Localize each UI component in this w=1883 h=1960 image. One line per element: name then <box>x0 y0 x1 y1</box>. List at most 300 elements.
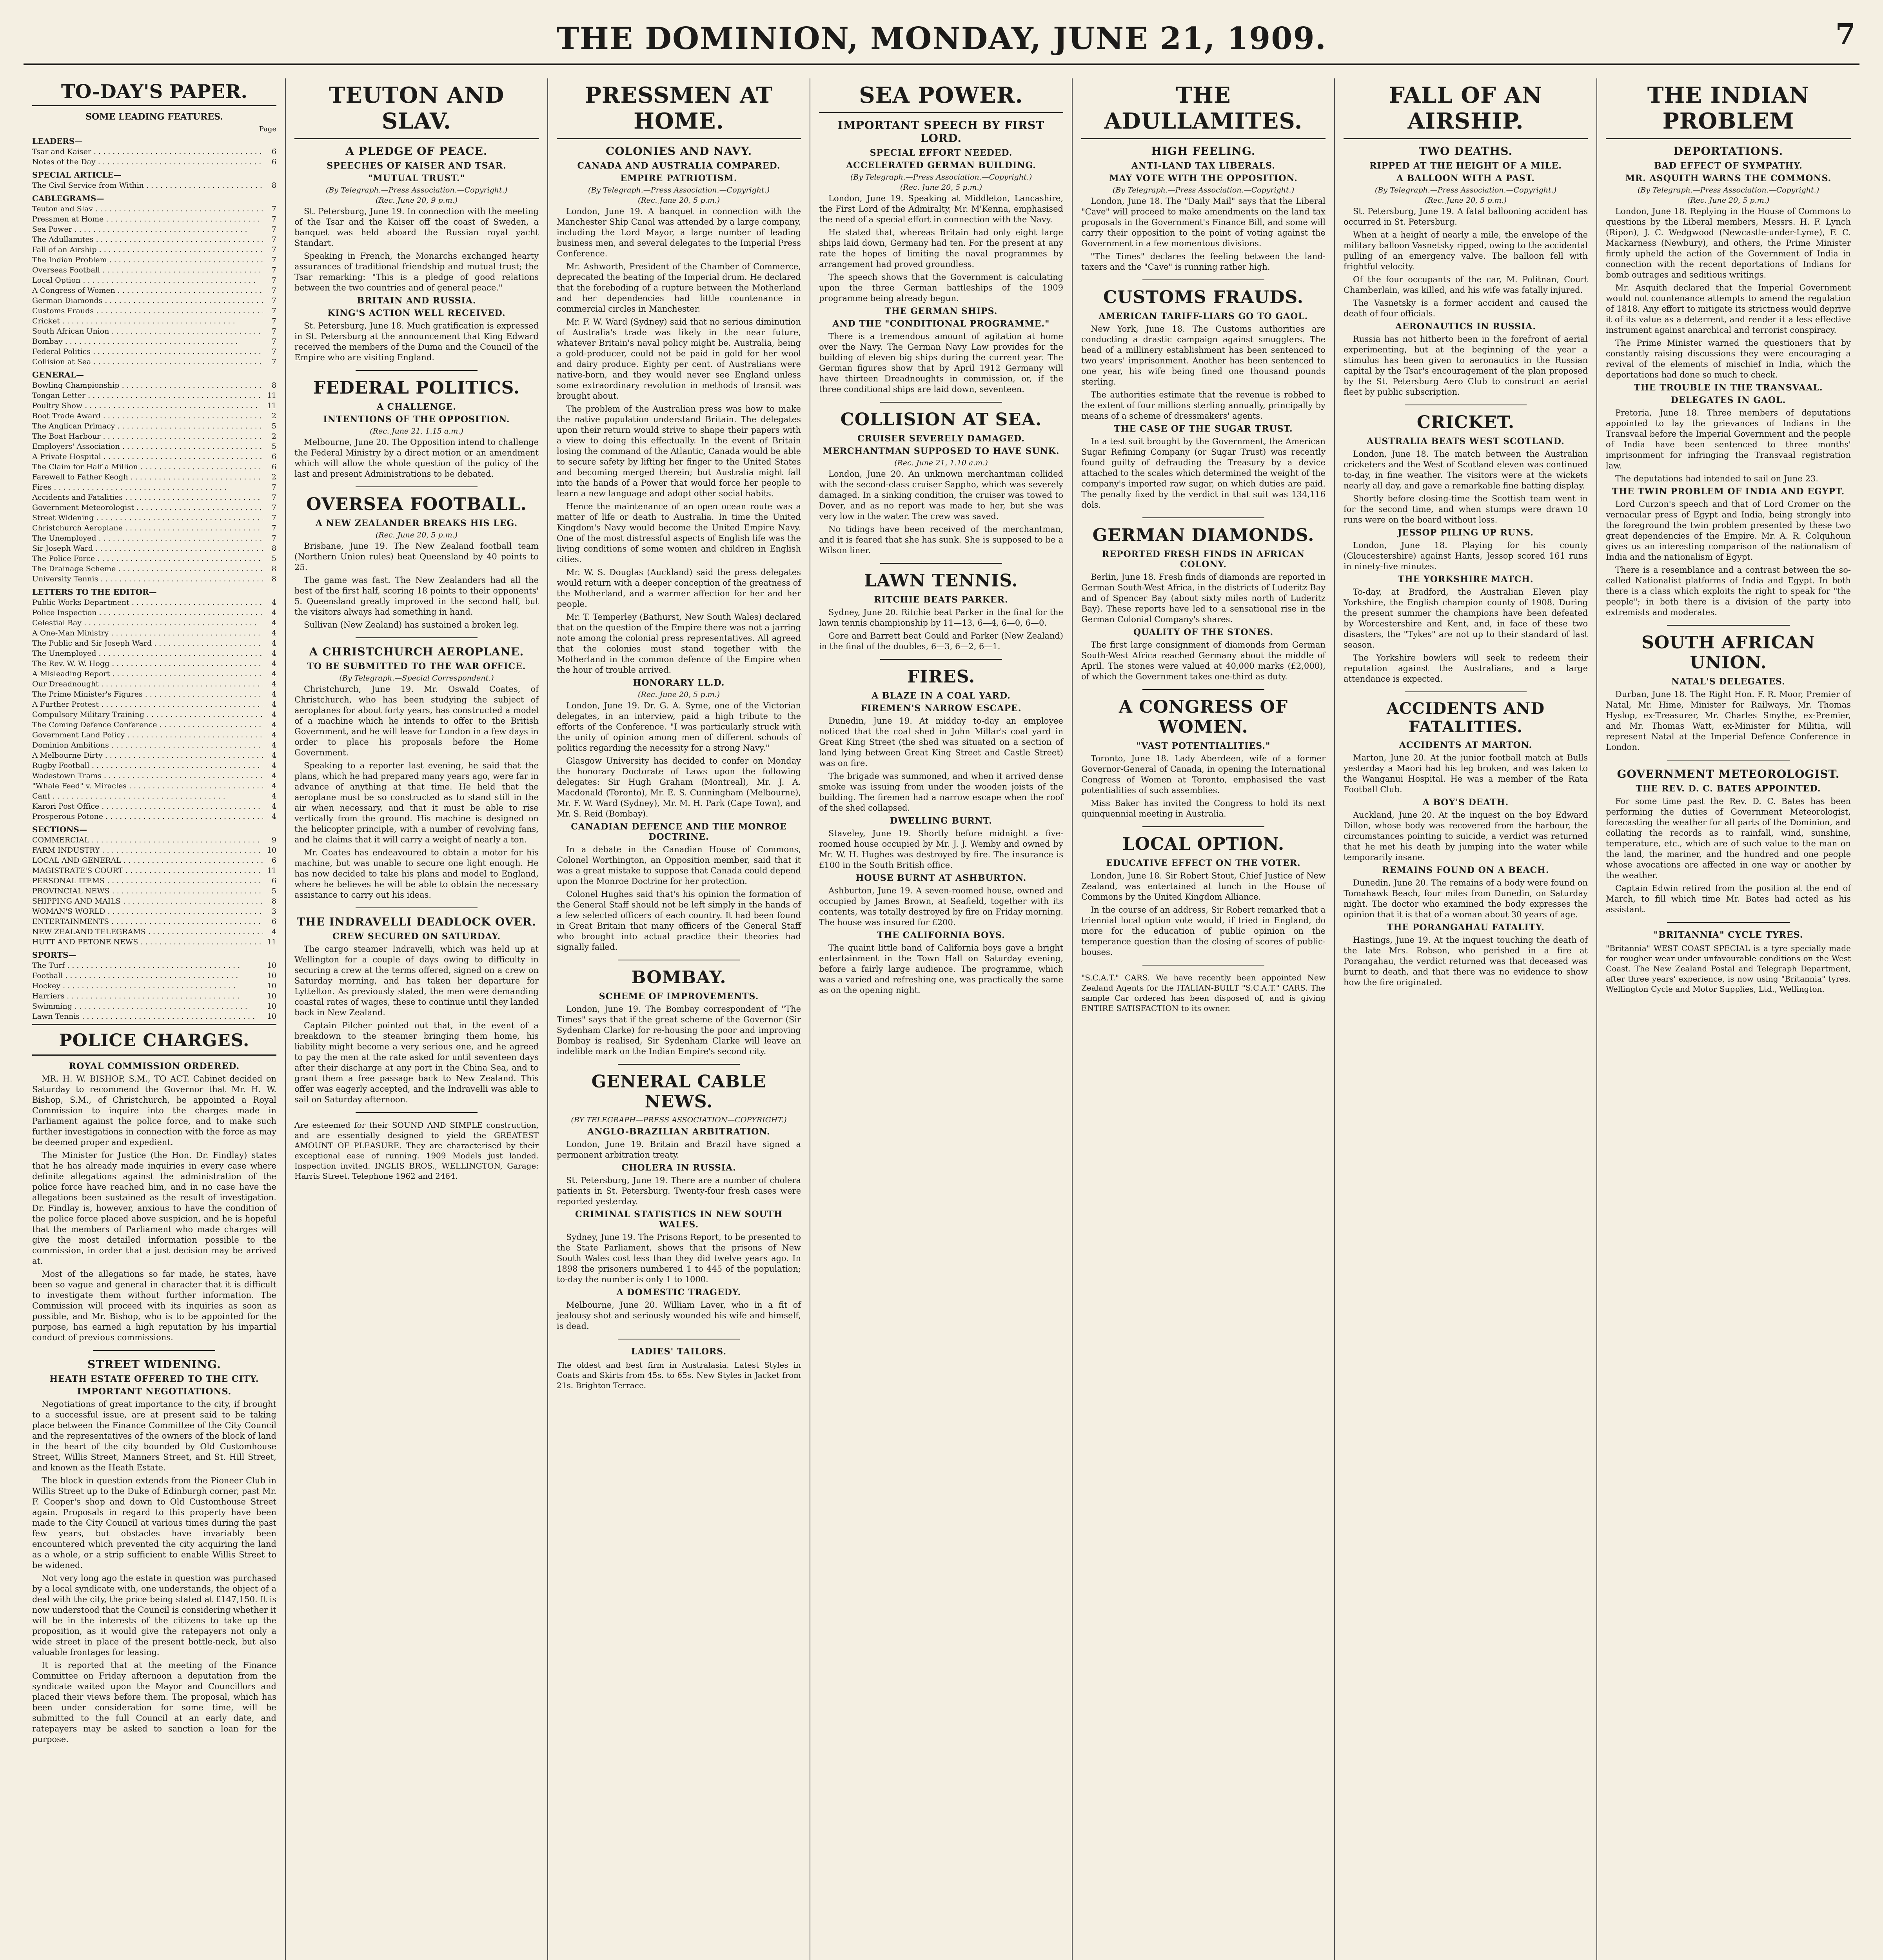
police-para-2: The Minister for Justice (the Hon. Dr. Findlay) states that he has already made inquiries in every case where definite allegations against the administration of the police force have reached him, and in no case have the allegations been sustained as the result of investigation. Dr. Findlay is, however, anxious to have the condition of the police force placed above suspicion, and he is hopeful that the members of Parliament who made charges will give the most detailed information possible to the commission, in order that a just decision may be arrived at. <box>32 1151 276 1266</box>
column-3 <box>548 78 810 1960</box>
byline: (By Telegraph.—Press Association.—Copyright.) <box>1637 186 1819 194</box>
toc-item-label: WOMAN'S WORLD . . . <box>32 906 263 916</box>
dwelling-para-1: Staveley, June 19. Shortly before midnight a five-roomed house occupied by Mr. J. J. Wemby and owned by Mr. W. H. Hughes was destroyed by fire. The insurance is £100 in the South British office. <box>819 829 1063 870</box>
toc-item <box>32 835 276 845</box>
toc-item-label: A Further Protest . . . <box>32 699 263 710</box>
masthead <box>24 10 1859 69</box>
toc-item <box>32 482 276 492</box>
divider <box>1667 922 1790 923</box>
toc-item-page: 10 <box>267 1002 276 1011</box>
divider <box>880 659 1002 660</box>
toc-item <box>32 811 276 822</box>
german-sub-2: AND THE "CONDITIONAL PROGRAMME." <box>832 319 1050 329</box>
divider <box>93 1350 216 1351</box>
toc-item-page: 4 <box>271 782 276 790</box>
divider <box>356 486 478 487</box>
toc-item-label: LOCAL AND GENERAL . . . <box>32 855 263 866</box>
toc-item <box>32 638 276 648</box>
toc-item-page: 7 <box>271 327 276 336</box>
german-sub: THE GERMAN SHIPS. <box>884 306 998 316</box>
column-6 <box>1335 78 1597 1960</box>
calif-sub: THE CALIFORNIA BOYS. <box>877 930 1005 940</box>
toc-item-page: 11 <box>267 391 276 400</box>
dwelling-sub: DWELLING BURNT. <box>890 816 992 826</box>
customs-para-2: The authorities estimate that the revenue is robbed to the extent of four millions sterling annually, principally by means of a scheme of dressmakers' agents. <box>1081 390 1326 421</box>
toc-item-page: 10 <box>267 1012 276 1021</box>
toc-item-label: Prosperous Potone . . . <box>32 811 263 822</box>
indian-kicker: MR. ASQUITH WARNS THE COMMONS. <box>1625 173 1832 183</box>
toc-item-page: 10 <box>267 961 276 970</box>
boy-para-1: Auckland, June 20. At the inquest on the boy Edward Dillon, whose body was recovered from the harbour, the circumstances pointing to suicide, a verdict was returned that he met his death by jumping into the water while temporarily insane. <box>1344 810 1588 862</box>
toc-item <box>32 224 276 234</box>
toc-item <box>32 760 276 771</box>
toc-item-page: 10 <box>267 982 276 990</box>
toc-item-page: 8 <box>271 381 276 390</box>
adullamites-subhead-2: ANTI-LAND TAX LIBERALS. <box>1131 161 1276 171</box>
toc-item-label: The Anglican Primacy . . . <box>32 421 263 431</box>
toc-item-page: 4 <box>271 700 276 709</box>
toc-item <box>32 628 276 638</box>
toc-item-page: 3 <box>271 907 276 916</box>
aero-sub: TO BE SUBMITTED TO THE WAR OFFICE. <box>307 661 526 671</box>
toc-category: CABLEGRAMS— <box>32 194 104 203</box>
customs-para-1: New York, June 18. The Customs authorities are conducting a drastic campaign against smugglers. The head of a millinery establishment has been sentenced to two years' imprisonment. Another has been sentenced to one year, his wife being fined one thousand pounds sterling. <box>1081 324 1326 387</box>
honorary-head: HONORARY LL.D. <box>633 678 725 688</box>
toc-item-label: A Melbourne Dirty . . . <box>32 750 263 760</box>
toc-item <box>32 543 276 554</box>
toc-subtitle: SOME LEADING FEATURES. <box>85 112 223 122</box>
toc-item <box>32 1011 276 1022</box>
toc-item-page: 4 <box>271 659 276 668</box>
street-subhead: HEATH ESTATE OFFERED TO THE CITY. <box>49 1374 259 1384</box>
toc-item-label: PERSONAL ITEMS . . . <box>32 876 263 886</box>
toc-item <box>32 699 276 710</box>
house-para-1: Ashburton, June 19. A seven-roomed house, owned and occupied by James Brown, at Seafield, together with its contents, was totally destroyed by fire on Friday morning. The house was insured for £200. <box>819 886 1063 927</box>
tennis-head: LAWN TENNIS. <box>864 571 1018 591</box>
toc-item-label: "Whale Feed" v. Miracles . . . <box>32 781 263 791</box>
toc-item <box>32 357 276 367</box>
toc-item <box>32 597 276 608</box>
toc-item-page: 4 <box>271 710 276 719</box>
toc-item-label: Local Option . . . <box>32 275 263 285</box>
football-para-3: Sullivan (New Zealand) has sustained a broken leg. <box>304 620 519 630</box>
sugar-para-1: In a test suit brought by the Government, the American Sugar Refining Company (or Sugar Trust) was recently found guilty of defrauding the Treasury by a device attached to the scales which determined the weight of the company's imported raw sugar, on which duties are paid. The penalty fixed by the verdict in that suit was 134,116 dols. <box>1081 437 1326 510</box>
toc-item <box>32 771 276 781</box>
federal-dateline: (Rec. June 21, 1.15 a.m.) <box>370 427 463 436</box>
toc-item <box>32 441 276 452</box>
toc-item <box>32 523 276 533</box>
airship-para-2: When at a height of nearly a mile, the envelope of the military balloon Vasnetsky ripped, owing to the accidental pulling of an emergency valve. The balloon fell with frightful velocity. <box>1344 230 1588 271</box>
toc-item <box>32 866 276 876</box>
toc-item-page: 6 <box>271 463 276 471</box>
remains-sub: REMAINS FOUND ON A BEACH. <box>1382 865 1549 875</box>
toc-item-page: 4 <box>271 598 276 607</box>
aero-head: A CHRISTCHURCH AEROPLANE. <box>309 645 524 658</box>
toc-item-label: The Coming Defence Conference . . . <box>32 720 263 730</box>
indra-para-1: The cargo steamer Indravelli, which was held up at Wellington for a couple of days owing to difficulty in securing a crew at the terms offered, signed on a crew on Saturday morning, and has taken her departure for Lyttelton. As previously stated, the men were demanding coastal rates of wages, these to continue until they landed back in New Zealand. <box>294 944 539 1017</box>
toc-item-label: Public Works Department . . . <box>32 597 263 608</box>
toc-item-label: Celestial Bay . . . <box>32 618 263 628</box>
toc-item-label: ENTERTAINMENTS . . . <box>32 916 263 927</box>
toc-item-label: The Turf . . . <box>32 960 263 971</box>
calif-para-1: The quaint little band of California boys gave a bright entertainment in the Town Hall on Saturday evening, before a fairly large audience. The programme, which was a varied and refreshing one, was practically the same as on the opening night. <box>819 943 1063 995</box>
toc-item <box>32 296 276 306</box>
women-para-2: Miss Baker has invited the Congress to hold its next quinquennial meeting in Australia. <box>1081 799 1326 818</box>
football-sub: A NEW ZEALANDER BREAKS HIS LEG. <box>315 518 518 528</box>
toc-item-page: 8 <box>271 897 276 906</box>
toc-item-label: Tongan Letter . . . <box>32 390 263 401</box>
seapower-para-2: He stated that, whereas Britain had only eight large ships laid down, Germany had ten. For the present at any rate the hopes of limiting the naval programmes by arrangement had proved groundless. <box>819 228 1063 269</box>
toc-item-page: 7 <box>271 276 276 285</box>
airship-subhead-2: RIPPED AT THE HEIGHT OF A MILE. <box>1369 161 1562 171</box>
toc-item-page: 5 <box>271 442 276 451</box>
toc-item-label: FARM INDUSTRY . . . <box>32 845 263 855</box>
indian-para-1: London, June 18. Replying in the House of Commons to questions by the Liberal members, Messrs. H. F. Lynch (Ripon), J. C. Wedgwood (Newcastle-under-Lyme), F. C. Mackarness (Newbury), and others, the Prime Minister firmly upheld the action of the Government of India in connection with the recent deportations of Indians for bomb outrages and seditious writings. <box>1606 207 1851 279</box>
toc-item-page: 7 <box>271 534 276 543</box>
police-head: POLICE CHARGES. <box>59 1031 250 1051</box>
indra-para-2: Captain Pilcher pointed out that, in the event of a breakdown to the steamer bringing them home, his liability might become a very serious one, and he agreed to pay the men at the rate asked for until seventeen days after their discharge at any port in the China Sea, and to grant them a free passage back to New Zealand. This offer was eagerly accepted, and the Indravelli was able to sail on Saturday afternoon. <box>294 1021 539 1104</box>
toc-item-label: Wadestown Trams . . . <box>32 771 263 781</box>
tennis-para-2: Gore and Barrett beat Gould and Parker (New Zealand) in the final of the doubles, 6—3, 6—2, 6—1. <box>819 631 1063 651</box>
toc-item-label: Bowling Championship . . . <box>32 380 263 390</box>
bombay-head: BOMBAY. <box>631 967 726 987</box>
toc-item <box>32 336 276 347</box>
column-5 <box>1073 78 1335 1960</box>
toc-item-label: Hockey . . . <box>32 981 263 991</box>
toc-item-label: Accidents and Fatalities . . . <box>32 492 263 503</box>
toc-item-label: Compulsory Military Training . . . <box>32 710 263 720</box>
toc-item <box>32 906 276 916</box>
toc-item-page: 4 <box>271 802 276 811</box>
toc-category: GENERAL— <box>32 370 84 379</box>
toc-item <box>32 689 276 699</box>
collision-sub: CRUISER SEVERELY DAMAGED. <box>857 434 1025 444</box>
toc-item-label: German Diamonds . . . <box>32 296 263 306</box>
seapower-kicker: ACCELERATED GERMAN BUILDING. <box>846 160 1036 171</box>
pressmen-kicker: EMPIRE PATRIOTISM. <box>620 173 737 183</box>
toc-item-page: 4 <box>271 639 276 648</box>
cholera-para-1: St. Petersburg, June 19. There are a number of cholera patients in St. Petersburg. Twenty-four fresh cases were reported yesterday. <box>557 1176 801 1206</box>
toc-item <box>32 937 276 947</box>
toc-item <box>32 431 276 441</box>
cricket-para-1: London, June 18. The match between the Australian cricketers and the West of Scotland eleven was continued to-day, in fine weather. The visitors were at the wickets nearly all day, and gave a remarkable fine batting display. <box>1344 449 1588 490</box>
accidents-sub: ACCIDENTS AT MARTON. <box>1399 740 1533 750</box>
local-sub: EDUCATIVE EFFECT ON THE VOTER. <box>1106 858 1301 868</box>
column-4 <box>810 78 1073 1960</box>
toc-item-label: NEW ZEALAND TELEGRAMS . . . <box>32 927 263 937</box>
toc-item-page: 4 <box>271 771 276 780</box>
toc-item-page: 6 <box>271 452 276 461</box>
dateline: (Rec. June 20, 5 p.m.) <box>637 196 720 205</box>
adullamites-head: THE ADULLAMITES. <box>1104 82 1303 134</box>
toc-item-label: Christchurch Aeroplane . . . <box>32 523 263 533</box>
toc-item <box>32 316 276 326</box>
tragedy-sub: A DOMESTIC TRAGEDY. <box>616 1287 741 1298</box>
meteor-sub: THE REV. D. C. BATES APPOINTED. <box>1636 784 1821 794</box>
pressmen-para-7: Mr. T. Temperley (Bathurst, New South Wales) declared that on the question of the Empire there was not a jarring note among the colonial press representatives. All agreed that the colonies must stand together with the Motherland in the common defence of the Empire when the hour of trouble arrived. <box>557 612 801 675</box>
airship-para-4: The Vasnetsky is a former accident and caused the death of four officials. <box>1344 298 1588 318</box>
indian-para-3: The Prime Minister warned the questioners that by constantly raising discussions they were encouraging a revival of the elements of mischief in India, which the deportations had done so much to check. <box>1606 338 1851 379</box>
toc-item-label: The Public and Sir Joseph Ward . . . <box>32 638 263 648</box>
toc-item <box>32 618 276 628</box>
toc-item-label: Cant . . . <box>32 791 263 801</box>
federal-para-1: Melbourne, June 20. The Opposition intend to challenge the Federal Ministry by a direct motion or an amendment which will allow the whole question of the policy of the last and present Administrations to be debated. <box>294 437 539 479</box>
airship-kicker: A BALLOON WITH A PAST. <box>1396 173 1535 183</box>
collision-sub-2: MERCHANTMAN SUPPOSED TO HAVE SUNK. <box>823 446 1060 456</box>
toc-item-label: Tsar and Kaiser . . . <box>32 147 263 157</box>
sa-sub: NATAL'S DELEGATES. <box>1671 677 1785 687</box>
football-dateline: (Rec. June 20, 5 p.m.) <box>375 531 458 539</box>
transvaal-sub: THE TROUBLE IN THE TRANSVAAL. <box>1634 383 1823 393</box>
toc-item-label: Sir Joseph Ward . . . <box>32 543 263 554</box>
fatality-para-1: Hastings, June 19. At the inquest touching the death of the late Mrs. Robson, who perished in a fire at Porangahau, the verdict returned was that deceased was burnt to death, and that there was no evidence to show how the fire originated. <box>1344 935 1588 987</box>
toc-item <box>32 608 276 618</box>
toc-item-page: 4 <box>271 927 276 936</box>
airship-subhead: TWO DEATHS. <box>1418 145 1513 158</box>
advertisement: Are esteemed for their SOUND AND SIMPLE construction, and are essentially designed to yield the GREATEST AMOUNT OF PLEASURE. They are characterised by their exceptional ease of running. 1909 Models just landed. Inspection invited. INGLIS BROS., WELLINGTON, Garage: Harris Street. Telephone 1962 and 2464. <box>294 1120 539 1181</box>
aero-byline: (By Telegraph.—Special Correspondent.) <box>339 674 494 682</box>
toc-item <box>32 275 276 285</box>
toc-category: LEADERS— <box>32 136 83 146</box>
pressmen-para-3: Mr. F. W. Ward (Sydney) said that no serious diminution of Australia's trade was likely in the near future, whatever Britain's naval policy might be. Australia, being a gold-producer, could not be paid in gold for her wool and dairy produce. Eighty per cent. of Australians were native-born, and they would never see England unless some extraordinary revolution in methods of transit was brought about. <box>557 317 801 401</box>
toc-item-page: 8 <box>271 181 276 190</box>
toc-item <box>32 981 276 991</box>
section-rule <box>1081 138 1326 139</box>
indra-sub: CREW SECURED ON SATURDAY. <box>332 931 501 942</box>
toc-item-page: 6 <box>271 147 276 156</box>
section-rule <box>32 105 276 106</box>
toc-item <box>32 265 276 275</box>
teuton-para-1: St. Petersburg, June 19. In connection with the meeting of the Tsar and the Kaiser off the coast of Sweden, a banquet was held aboard the Russian royal yacht Standart. <box>294 207 539 248</box>
divider <box>1142 279 1265 280</box>
toc-item-page: 8 <box>271 564 276 573</box>
toc-item-page: 7 <box>271 225 276 234</box>
airship-head: FALL OF AN AIRSHIP. <box>1389 82 1542 134</box>
diamonds-head: GERMAN DIAMONDS. <box>1092 525 1315 545</box>
pressmen-para-4: The problem of the Australian press was how to make the native population understand Britain. The delegates upon their return would strive to shape their papers with a view to doing this effectually. In the event of Britain losing the command of the Atlantic, Canada would be able to secure safety by lifting her finger to the United States and becoming merged therein; but Australia might fall into the hands of a Power that would force her people to learn a new language and adopt other social habits. <box>557 404 801 498</box>
seapower-para-1: London, June 19. Speaking at Middleton, Lancashire, the First Lord of the Admiralty, Mr. M'Kenna, emphasised the need of a special effort in connection with the Navy. <box>819 194 1063 224</box>
section-rule <box>557 138 801 139</box>
toc-item <box>32 740 276 750</box>
diamonds-sub: REPORTED FRESH FINDS IN AFRICAN COLONY. <box>1102 549 1305 570</box>
toc-item <box>32 326 276 336</box>
toc-category: SECTIONS— <box>32 825 87 834</box>
local-head: LOCAL OPTION. <box>1122 834 1285 854</box>
toc-item <box>32 421 276 431</box>
teuton-head: TEUTON AND SLAV. <box>329 82 505 134</box>
teuton-subhead: A PLEDGE OF PEACE. <box>345 145 488 158</box>
sa-para-1: Durban, June 18. The Right Hon. F. R. Moor, Premier of Natal, Mr. Hime, Minister for Railways, Mr. Thomas Hyslop, ex-Treasurer, Mr. Charles Smythe, ex-Premier, and Mr. Thomas Watt, ex-Minister for Militia, will represent Natal at the Imperial Defence Conference in London. <box>1606 690 1851 752</box>
toc-item-page: 7 <box>271 307 276 315</box>
divider <box>1667 625 1790 626</box>
honorary-para-1: London, June 19. Dr. G. A. Syme, one of the Victorian delegates, in an interview, paid a high tribute to the efforts of the Conference. "I was particularly struck with the unity of opinion among men of different schools of politics regarding the necessity for a strong Navy." <box>557 701 801 753</box>
toc-page-header: Page <box>259 125 276 133</box>
meteor-para-1: For some time past the Rev. D. C. Bates has been performing the duties of Government Meteorologist, forecasting the weather for all parts of the Dominion, and collating the records as to rainfall, wind, sunshine, temperature, etc., which are of such value to the man on the land, the mariner, and the hundred and one people whose avocations are affected in one way or another by the weather. <box>1606 797 1851 880</box>
toc-item-label: Fall of an Airship . . . <box>32 245 263 255</box>
toc-item-page: 11 <box>267 938 276 946</box>
toc-item-page: 5 <box>271 887 276 895</box>
byline: (By Telegraph.—Press Association.—Copyright.) <box>1112 186 1295 194</box>
toc-item <box>32 791 276 801</box>
toc-item <box>32 648 276 659</box>
toc-item-page: 11 <box>267 401 276 410</box>
toc-item-label: MAGISTRATE'S COURT . . . <box>32 866 263 876</box>
toc-item-label: Police Inspection . . . <box>32 608 263 618</box>
house-sub: HOUSE BURNT AT ASHBURTON. <box>855 873 1027 883</box>
bombay-para-1: London, June 19. The Bombay correspondent of "The Times" says that if the great scheme of the Governor (Sir Sydenham Clarke) for re-housing the poor and improving Bombay is realised, Sir Sydenham Clarke will leave an indelible mark on the Indian Empire's second city. <box>557 1004 801 1056</box>
toc-item-page: 7 <box>271 266 276 274</box>
toc-item <box>32 927 276 937</box>
fatality-sub: THE PORANGAHAU FATALITY. <box>1387 922 1545 933</box>
page-number: 7 <box>1835 18 1856 51</box>
fires-para-1: Dunedin, June 19. At midday to-day an employee noticed that the coal shed in John Millar's coal yard in Great King Street (the shed was situated on a section of land lying between Great King Street and Castle Street) was on fire. <box>819 716 1063 768</box>
toc-item-page: 10 <box>267 992 276 1000</box>
toc-item-label: Customs Frauds . . . <box>32 306 263 316</box>
toc-item-page: 4 <box>271 649 276 658</box>
fires-head: FIRES. <box>907 667 975 687</box>
toc-item-label: The Police Force . . . <box>32 554 263 564</box>
toc-item-label: The Indian Problem . . . <box>32 255 263 265</box>
section-rule <box>819 112 1063 113</box>
toc-item-label: The Rev. W. W. Hogg . . . <box>32 659 263 669</box>
local-para-2: In the course of an address, Sir Robert remarked that a triennial local option vote would, if tried in England, do more for the education of public opinion on the temperance question than the closing of scores of public-houses. <box>1081 905 1326 957</box>
pressmen-subhead-2: CANADA AND AUSTRALIA COMPARED. <box>577 161 781 171</box>
police-subhead: ROYAL COMMISSION ORDERED. <box>69 1061 240 1071</box>
indian-subhead-2: BAD EFFECT OF SYMPATHY. <box>1654 161 1803 171</box>
federal-sub: A CHALLENGE. <box>376 402 457 412</box>
toc-category: SPECIAL ARTICLE— <box>32 170 122 180</box>
meteor-head: GOVERNMENT METEOROLOGIST. <box>1617 768 1840 780</box>
collision-dateline: (Rec. June 21, 1.10 a.m.) <box>894 459 988 467</box>
teuton-kicker: "MUTUAL TRUST." <box>368 173 465 183</box>
remains-para-1: Dunedin, June 20. The remains of a body were found on Tomahawk Beach, four miles from Dunedin, on Saturday night. The doctor who examined the body expresses the opinion that it is that of a woman about 30 years of age. <box>1344 878 1588 919</box>
toc-item-page: 7 <box>271 514 276 522</box>
indian-head: THE INDIAN PROBLEM <box>1647 82 1810 134</box>
adullamites-kicker: MAY VOTE WITH THE OPPOSITION. <box>1109 173 1298 183</box>
toc-item-page: 4 <box>271 731 276 739</box>
airship-para-1: St. Petersburg, June 19. A fatal ballooning accident has occurred in St. Petersburg. <box>1344 207 1588 227</box>
seapower-subhead-2: SPECIAL EFFORT NEEDED. <box>870 148 1013 158</box>
toc-item-label: Dominion Ambitions . . . <box>32 740 263 750</box>
street-para-1: Negotiations of great importance to the city, if brought to a successful issue, are at present said to be taking place between the Finance Committee of the City Council and the representatives of the owners of the block of land in the heart of the city bounded by Old Customhouse Street, Willis Street, Manners Street, and St. Hill Street, and known as the Heath Estate. <box>32 1399 276 1472</box>
toc-item <box>32 669 276 679</box>
divider <box>356 907 478 908</box>
toc-item-label: Teuton and Slav . . . <box>32 204 263 214</box>
columns <box>24 78 1859 1960</box>
toc-item <box>32 306 276 316</box>
toc-item-page: 2 <box>271 473 276 481</box>
toc-item <box>32 659 276 669</box>
toc-item-label: The Claim for Half a Million . . . <box>32 462 263 472</box>
collision-para-2: No tidings have been received of the merchantman, and it is feared that she has sunk. She is supposed to be a Wilson liner. <box>819 524 1063 555</box>
toc-item-page: 7 <box>271 493 276 502</box>
britain-para-1: St. Petersburg, June 18. Much gratification is expressed in St. Petersburg at the announcement that King Edward received the members of the Duma and the Council of the Empire who are visiting England. <box>294 321 539 362</box>
football-head: OVERSEA FOOTBALL. <box>306 494 527 514</box>
toc-item-page: 7 <box>271 347 276 356</box>
street-para-4: It is reported that at the meeting of the Finance Committee on Friday afternoon a deputation from the syndicate waited upon the Mayor and Councillors and placed their views before them. The proposal, which has been under consideration for some time, will be submitted to the full Council at an early date, and ratepayers may be asked to sanction a loan for the purpose. <box>32 1661 276 1744</box>
toc-item <box>32 411 276 421</box>
toc-item-label: Swimming . . . <box>32 1001 263 1011</box>
customs-sub: AMERICAN TARIFF-LIARS GO TO GAOL. <box>1099 311 1308 321</box>
toc-item <box>32 462 276 472</box>
twin-para-2: There is a resemblance and a contrast between the so-called Nationalist platforms of India and Egypt. In both there is a class which exploits the right to speak for "the people"; in both there is a division of the party into extremists and moderates. <box>1606 565 1851 617</box>
toc-item-page: 7 <box>271 503 276 512</box>
toc-list <box>32 136 276 1022</box>
pressmen-para-5: Hence the maintenance of an open ocean route was a matter of life or death to Australia. In time the United Kingdom's Navy would become the United Empire Navy. One of the most distressful aspects of English life was the living conditions of some women and children in English cities. <box>557 502 801 564</box>
masthead-title: THE DOMINION, MONDAY, JUNE 21, 1909. <box>556 21 1327 56</box>
toc-item-page: 7 <box>271 235 276 244</box>
toc-item-label: Federal Politics . . . <box>32 347 263 357</box>
quality-sub: QUALITY OF THE STONES. <box>1133 627 1274 637</box>
section-rule <box>1606 138 1851 139</box>
pressmen-subhead: COLONIES AND NAVY. <box>605 145 752 158</box>
tennis-para-1: Sydney, June 20. Ritchie beat Parker in the final for the lawn tennis championship by 11—13, 6—4, 6—0, 6—0. <box>819 608 1063 628</box>
toc-item-page: 4 <box>271 751 276 760</box>
adullamites-subhead: HIGH FEELING. <box>1151 145 1256 158</box>
toc-item-page: 4 <box>271 761 276 770</box>
toc-item-label: Pressmen at Home . . . <box>32 214 263 224</box>
canada-para-2: Colonel Hughes said that's his opinion the formation of the General Staff should not be left simply in the hands of a few selected officers of each country. It had been found in Great Britain that many officers of the General Staff who brought into actual practice their theories had signally failed. <box>557 889 801 952</box>
toc-item-page: 6 <box>271 158 276 166</box>
masthead-rule <box>24 63 1859 65</box>
women-para-1: Toronto, June 18. Lady Aberdeen, wife of a former Governor-General of Canada, in opening the International Congress of Women at Toronto, emphasised the vast potentialities of such assemblies. <box>1081 754 1326 795</box>
divider <box>1142 517 1265 518</box>
toc-category: LETTERS TO THE EDITOR— <box>32 587 157 597</box>
toc-item-label: A Misleading Report . . . <box>32 669 263 679</box>
street-para-3: Not very long ago the estate in question was purchased by a local syndicate with, one understands, the object of a deal with the city, the price being stated at £147,150. It is now understood that the Council is considering whether it will be in the interests of the citizens to take up the proposition, as it would give the ratepayers not only a wide street in place of the present bottle-neck, but also valuable frontages for leasing. <box>32 1573 276 1657</box>
toc-item-label: University Tennis . . . <box>32 574 263 584</box>
toc-item-label: Cricket . . . <box>32 316 263 326</box>
toc-item-page: 8 <box>271 575 276 583</box>
accidents-para-1: Marton, June 20. At the junior football match at Bulls yesterday a Maori had his leg broken, and was taken to the Wanganui Hospital. He was a member of the Rata Football Club. <box>1344 753 1588 794</box>
york-para-2: The Yorkshire bowlers will seek to redeem their reputation against the Australians, and a large attendance is expected. <box>1344 653 1588 684</box>
tragedy-para-1: Melbourne, June 20. William Laver, who in a fit of jealousy shot and seriously wounded his wife and himself, is dead. <box>557 1300 801 1331</box>
adullamites-para-2: "The Times" declares the feeling between the land-taxers and the "Cave" is running rather high. <box>1081 252 1326 272</box>
toc-item-label: Overseas Football . . . <box>32 265 263 275</box>
toc-item-page: 9 <box>271 836 276 844</box>
toc-item-page: 7 <box>271 286 276 295</box>
local-para-1: London, June 18. Sir Robert Stout, Chief Justice of New Zealand, was entertained at lunch in the House of Commons by the United Kingdom Alliance. <box>1081 871 1326 902</box>
women-head: A CONGRESS OF WOMEN. <box>1119 697 1288 737</box>
dateline: (Rec. June 20, 5 p.m.) <box>900 183 982 192</box>
toc-item <box>32 234 276 245</box>
indian-subhead: DEPORTATIONS. <box>1673 145 1783 158</box>
toc-item <box>32 513 276 523</box>
toc-item-label: Collision at Sea . . . <box>32 357 263 367</box>
toc-item-page: 5 <box>271 422 276 430</box>
canada-para-1: In a debate in the Canadian House of Commons, Colonel Worthington, an Opposition member, said that it was a great mistake to suppose that Canada could depend upon the Monroe Doctrine for her protection. <box>557 845 801 886</box>
toc-item-label: Street Widening . . . <box>32 513 263 523</box>
toc-item-label: The Drainage Scheme . . . <box>32 564 263 574</box>
pressmen-para-6: Mr. W. S. Douglas (Auckland) said the press delegates would return with a deeper conception of the greatness of the Motherland, and a warmer affection for her and her people. <box>557 568 801 609</box>
toc-item-page: 4 <box>271 690 276 699</box>
toc-item <box>32 720 276 730</box>
toc-item <box>32 801 276 811</box>
toc-item-label: A One-Man Ministry . . . <box>32 628 263 638</box>
airship-para-3: Of the four occupants of the car, M. Politnan, Court Chamberlain, was killed, and his wife was fatally injured. <box>1344 275 1588 295</box>
toc-item <box>32 255 276 265</box>
toc-item-page: 4 <box>271 792 276 800</box>
dateline: (Rec. June 20, 5 p.m.) <box>1424 196 1507 205</box>
toc-item-page: 7 <box>271 245 276 254</box>
pressmen-head: PRESSMEN AT HOME. <box>585 82 773 134</box>
toc-item-label: A Private Hospital . . . <box>32 452 263 462</box>
toc-item <box>32 157 276 167</box>
street-para-2: The block in question extends from the Pioneer Club in Willis Street up to the Duke of Edinburgh corner, past Mr. F. Cooper's shop and down to Old Customhouse Street again. Proposals in regard to this property have been made to the City Council at various times during the past few years, but obstacles have invariably been encountered which prevented the city acquiring the land as a whole, or a strip sufficient to enable Willis Street to be widened. <box>32 1476 276 1570</box>
toc-item <box>32 781 276 791</box>
sa-head: SOUTH AFRICAN UNION. <box>1641 633 1815 673</box>
adullamites-para-1: London, June 18. The "Daily Mail" says that the Liberal "Cave" will proceed to make amendments on the land tax proposals in the Government's Finance Bill, and some will carry their opposition to the point of voting against the Government in a few momentous divisions. <box>1081 196 1326 248</box>
